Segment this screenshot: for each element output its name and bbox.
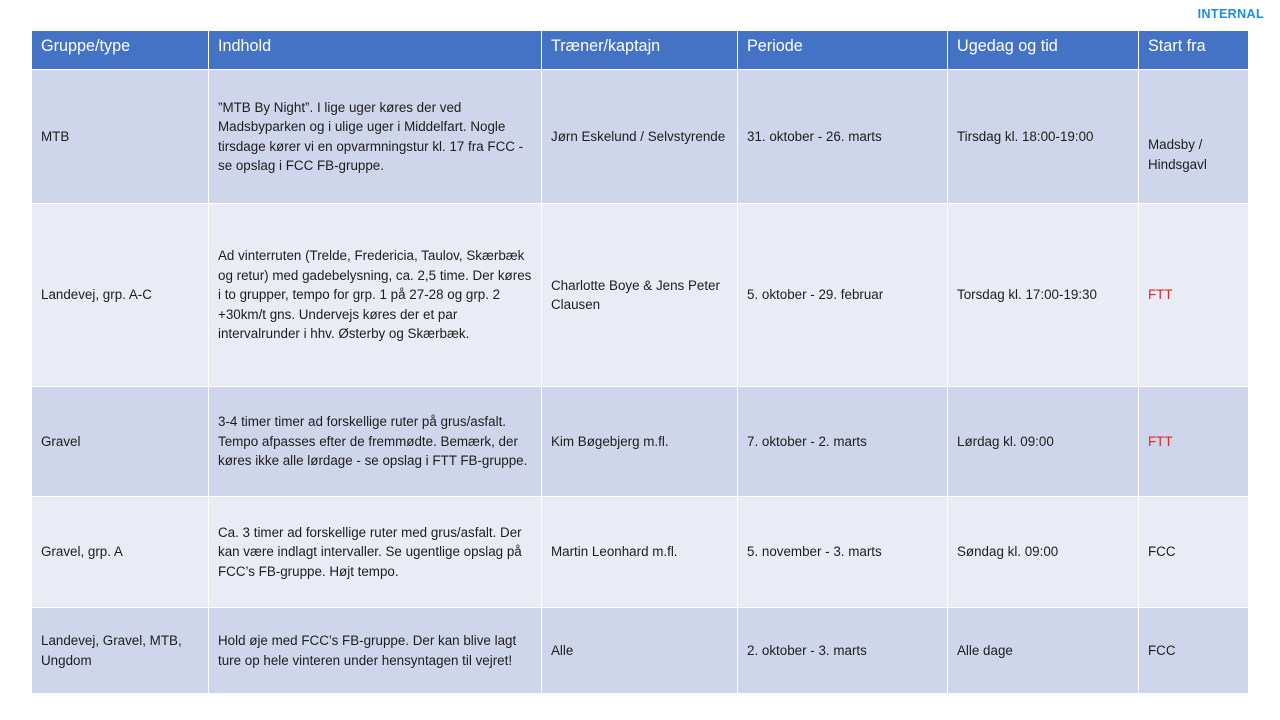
header-trainer: Træner/kaptajn — [542, 31, 738, 70]
cell-content: ”MTB By Night”. I lige uger køres der ved Madsbyparken og i ulige uger i Middelfart. Nogle tirsdage kører vi en opvarmningstur kl. 17 fra FCC - se opslag i FCC FB-gruppe. — [209, 70, 542, 204]
cell-trainer: Martin Leonhard m.fl. — [542, 497, 738, 608]
cell-trainer: Charlotte Boye & Jens Peter Clausen — [542, 204, 738, 387]
training-schedule-table — [31, 30, 1249, 694]
table-row — [32, 608, 1249, 694]
cell-period: 31. oktober - 26. marts — [738, 70, 948, 204]
cell-trainer: Jørn Eskelund / Selvstyrende — [542, 70, 738, 204]
cell-group: MTB — [32, 70, 209, 204]
cell-start: FCC — [1139, 608, 1249, 694]
cell-content: Ad vinterruten (Trelde, Fredericia, Taulov, Skærbæk og retur) med gadebelysning, ca. 2,5 time. Der køres i to grupper, tempo for grp. 1 på 27-28 og grp. 2 +30km/t gns. Undervejs køres der et par intervalrunder i hhv. Østerby og Skærbæk. — [209, 204, 542, 387]
header-period: Periode — [738, 31, 948, 70]
cell-day-time: Søndag kl. 09:00 — [948, 497, 1139, 608]
cell-period: 7. oktober - 2. marts — [738, 387, 948, 497]
cell-period: 5. november - 3. marts — [738, 497, 948, 608]
table-row — [32, 70, 1249, 204]
table-row — [32, 204, 1249, 387]
cell-day-time: Alle dage — [948, 608, 1139, 694]
cell-trainer: Alle — [542, 608, 738, 694]
cell-group: Gravel, grp. A — [32, 497, 209, 608]
cell-group: Landevej, Gravel, MTB, Ungdom — [32, 608, 209, 694]
internal-label: INTERNAL — [1197, 7, 1264, 21]
header-row — [32, 31, 1249, 70]
cell-period: 5. oktober - 29. februar — [738, 204, 948, 387]
cell-start: FTT — [1139, 204, 1249, 387]
cell-content: Hold øje med FCC’s FB-gruppe. Der kan blive lagt ture op hele vinteren under hensyntagen til vejret! — [209, 608, 542, 694]
cell-start: FTT — [1139, 387, 1249, 497]
cell-content: Ca. 3 timer ad forskellige ruter med grus/asfalt. Der kan være indlagt intervaller. Se ugentlige opslag på FCC’s FB-gruppe. Højt tempo. — [209, 497, 542, 608]
header-day-time: Ugedag og tid — [948, 31, 1139, 70]
cell-trainer: Kim Bøgebjerg m.fl. — [542, 387, 738, 497]
cell-content: 3-4 timer timer ad forskellige ruter på grus/asfalt. Tempo afpasses efter de fremmødte. Bemærk, der køres ikke alle lørdage - se opslag i FTT FB-gruppe. — [209, 387, 542, 497]
table-row — [32, 387, 1249, 497]
cell-day-time: Torsdag kl. 17:00-19:30 — [948, 204, 1139, 387]
cell-period: 2. oktober - 3. marts — [738, 608, 948, 694]
header-group: Gruppe/type — [32, 31, 209, 70]
cell-day-time: Tirsdag kl. 18:00-19:00 — [948, 70, 1139, 204]
cell-day-time: Lørdag kl. 09:00 — [948, 387, 1139, 497]
header-content: Indhold — [209, 31, 542, 70]
header-start: Start fra — [1139, 31, 1249, 70]
cell-group: Gravel — [32, 387, 209, 497]
table-row — [32, 497, 1249, 608]
cell-start: FCC — [1139, 497, 1249, 608]
cell-group: Landevej, grp. A-C — [32, 204, 209, 387]
cell-start: Madsby / Hindsgavl — [1139, 70, 1249, 204]
